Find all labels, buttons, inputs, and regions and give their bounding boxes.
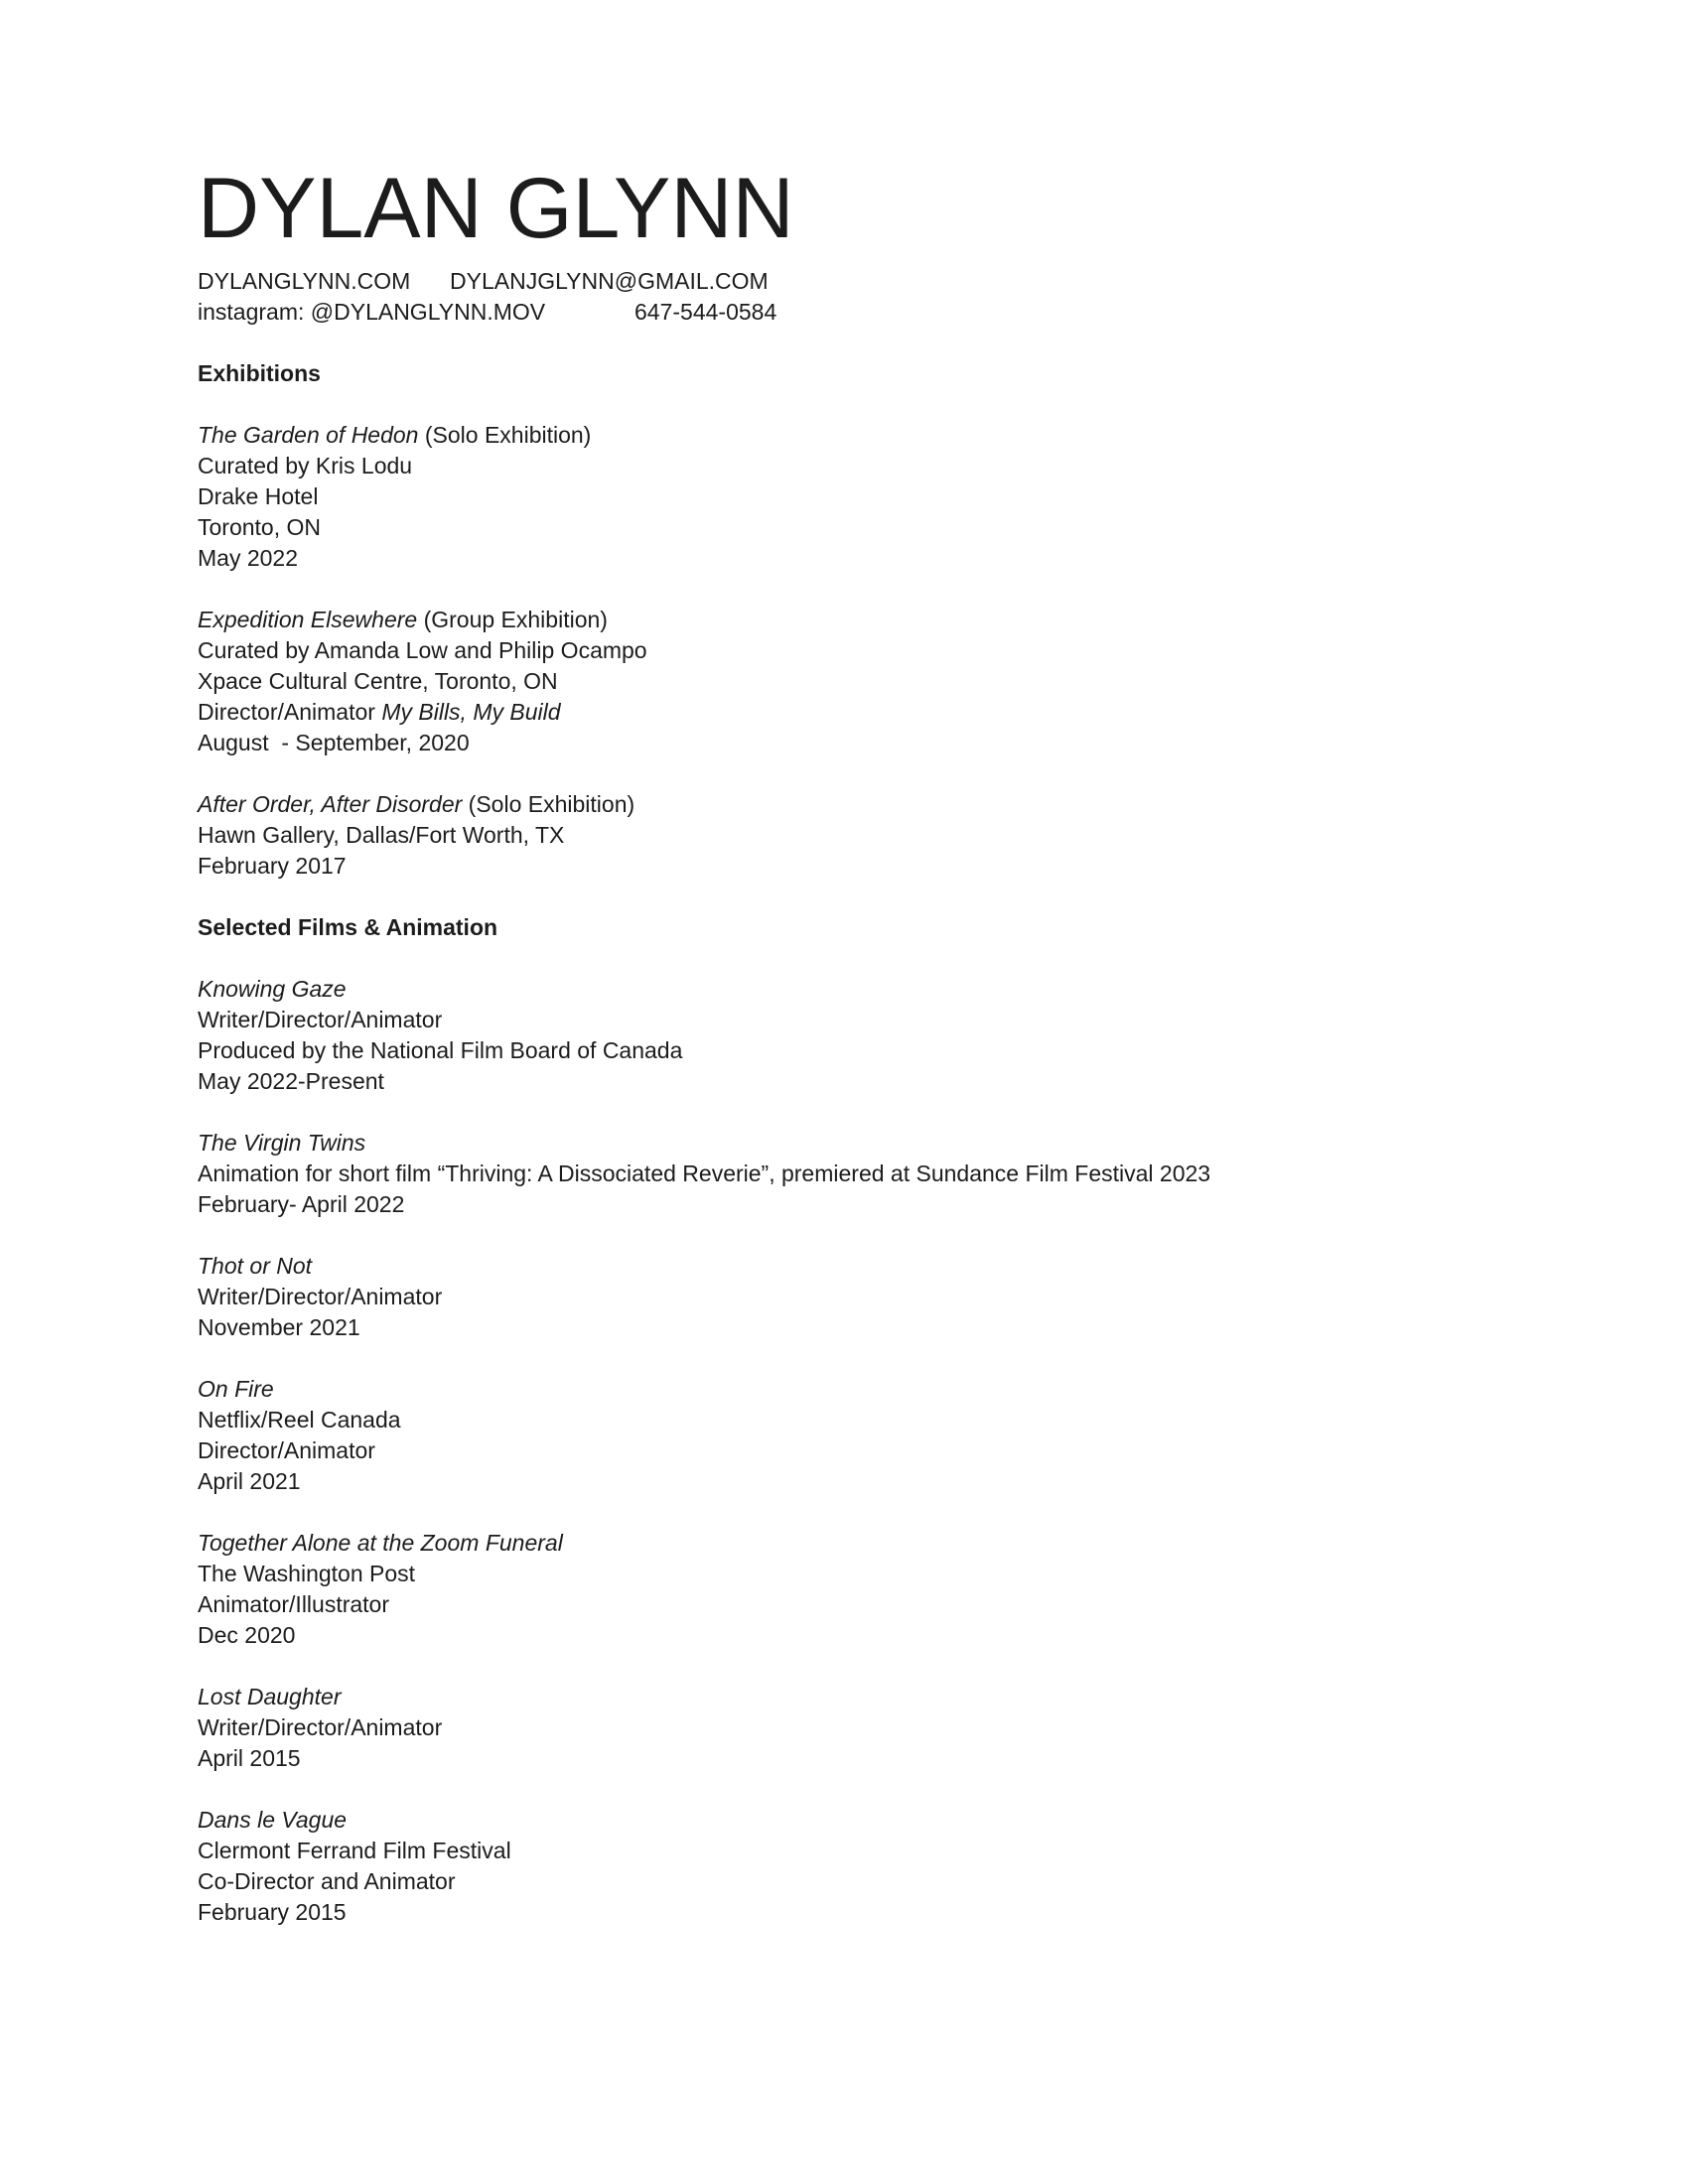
- exhibition-type: (Solo Exhibition): [462, 791, 635, 817]
- exhibition-title: The Garden of Hedon: [198, 422, 419, 448]
- instagram-text: instagram: @DYLANGLYNN.MOV: [198, 299, 546, 325]
- film-title: The Virgin Twins: [198, 1130, 366, 1156]
- film-entry: [198, 1128, 1568, 1220]
- contact-row-1: [198, 266, 1568, 297]
- exhibition-role-line: [198, 697, 1568, 728]
- film-date: February- April 2022: [198, 1191, 405, 1217]
- film-detail: Animation for short film “Thriving: A Dissociated Reverie”, premiered at Sundance Film Festival 2023: [198, 1160, 1211, 1186]
- film-date: February 2015: [198, 1899, 347, 1925]
- film-entry: [198, 974, 1568, 1097]
- film-entry: [198, 1528, 1568, 1651]
- phone-text: 647-544-0584: [634, 299, 777, 325]
- exhibition-title: After Order, After Disorder: [198, 791, 463, 817]
- film-date: November 2021: [198, 1314, 360, 1340]
- exhibition-date: August - September, 2020: [198, 730, 470, 755]
- exhibition-type: (Group Exhibition): [417, 607, 608, 632]
- exhibition-detail: Curated by Amanda Low and Philip Ocampo: [198, 637, 647, 663]
- film-entry: [198, 1251, 1568, 1343]
- film-detail: Writer/Director/Animator: [198, 1714, 443, 1740]
- exhibition-work-title: My Bills, My Build: [381, 699, 561, 725]
- film-detail: Director/Animator: [198, 1437, 375, 1463]
- film-detail: Produced by the National Film Board of Canada: [198, 1037, 683, 1063]
- film-detail: Animator/Illustrator: [198, 1591, 390, 1617]
- resume-name: DYLAN GLYNN: [198, 161, 794, 256]
- film-detail: Writer/Director/Animator: [198, 1007, 443, 1032]
- film-date: Dec 2020: [198, 1622, 296, 1648]
- film-detail: The Washington Post: [198, 1561, 416, 1586]
- film-title: Dans le Vague: [198, 1807, 348, 1833]
- film-title: Together Alone at the Zoom Funeral: [198, 1530, 563, 1556]
- exhibition-detail: Curated by Kris Lodu: [198, 453, 413, 478]
- films-heading: Selected Films & Animation: [198, 914, 498, 940]
- contact-row-2: [198, 297, 1568, 328]
- film-date: April 2021: [198, 1468, 301, 1494]
- film-entry: [198, 1805, 1568, 1928]
- email-text: DYLANJGLYNN@GMAIL.COM: [450, 268, 769, 294]
- film-detail: Co-Director and Animator: [198, 1868, 456, 1894]
- contact-block: [198, 266, 1568, 328]
- exhibition-detail: Toronto, ON: [198, 514, 321, 540]
- film-date: May 2022-Present: [198, 1068, 384, 1094]
- film-detail: Writer/Director/Animator: [198, 1284, 443, 1309]
- film-title: Knowing Gaze: [198, 976, 347, 1002]
- film-title: Lost Daughter: [198, 1684, 342, 1709]
- exhibition-title-line: [198, 789, 1568, 820]
- film-title: Thot or Not: [198, 1253, 313, 1279]
- exhibition-date: February 2017: [198, 853, 347, 879]
- film-entry: [198, 1682, 1568, 1774]
- film-date: April 2015: [198, 1745, 301, 1771]
- exhibition-date: May 2022: [198, 545, 299, 571]
- film-title: On Fire: [198, 1376, 274, 1402]
- website-text: DYLANGLYNN.COM: [198, 268, 411, 294]
- exhibition-detail: Xpace Cultural Centre, Toronto, ON: [198, 668, 558, 694]
- exhibition-detail: Hawn Gallery, Dallas/Fort Worth, TX: [198, 822, 565, 848]
- resume-page: [198, 159, 1568, 1928]
- exhibition-detail: Drake Hotel: [198, 483, 319, 509]
- exhibition-type: (Solo Exhibition): [418, 422, 592, 448]
- film-entry: [198, 1374, 1568, 1497]
- exhibition-title-line: [198, 605, 1568, 635]
- exhibition-role: Director/Animator: [198, 699, 382, 725]
- exhibition-entry: [198, 420, 1568, 574]
- exhibition-entry: [198, 605, 1568, 758]
- exhibition-title: Expedition Elsewhere: [198, 607, 418, 632]
- film-detail: Netflix/Reel Canada: [198, 1407, 401, 1433]
- exhibitions-heading: Exhibitions: [198, 360, 321, 386]
- exhibition-entry: [198, 789, 1568, 882]
- exhibition-title-line: [198, 420, 1568, 451]
- film-detail: Clermont Ferrand Film Festival: [198, 1838, 511, 1863]
